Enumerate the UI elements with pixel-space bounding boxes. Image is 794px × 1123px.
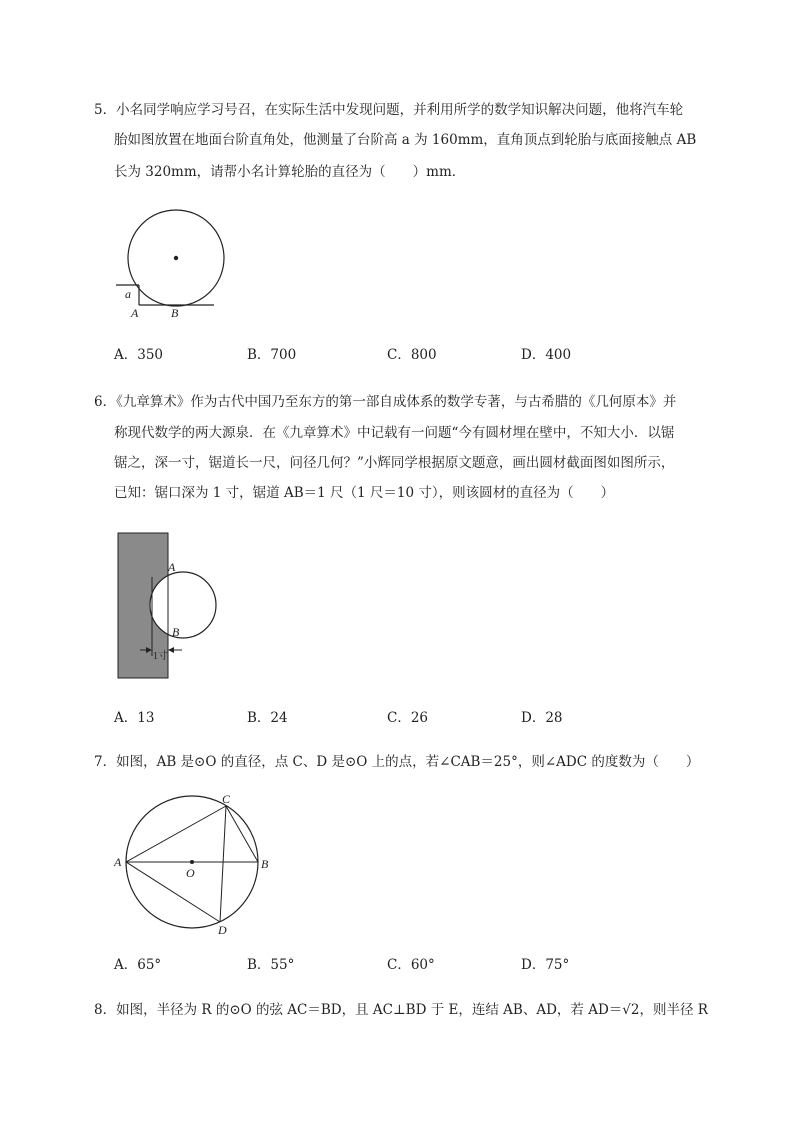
- q5-option-d[interactable]: D．400: [521, 347, 572, 363]
- q8-text-line-1: 8．如图，半径为 R 的⊙O 的弦 AC＝BD，且 AC⊥BD 于 E，连结 AB、AD，若 AD＝√2，则半径 R: [94, 1002, 708, 1018]
- q6-option-d[interactable]: D．28: [521, 710, 563, 726]
- q6-option-b[interactable]: B．24: [247, 710, 288, 726]
- q5-text-line-3: 长为 320mm，请帮小名计算轮胎的直径为（ ）mm．: [114, 164, 466, 180]
- q6-text-line-3: 锯之，深一寸，锯道长一尺，问径几何？”小辉同学根据原文题意，画出圆材截面图如图所示，: [114, 455, 675, 471]
- segment-AC: [126, 806, 226, 862]
- label-1cun: 1寸: [153, 651, 168, 662]
- q5-text-line-2: 胎如图放置在地面台阶直角处，他测量了台阶高 a 为 160mm，直角顶点到轮胎与底面接触点 AB: [114, 132, 697, 148]
- label-C: C: [222, 792, 231, 806]
- q5-option-b[interactable]: B．700: [247, 347, 297, 363]
- segment-CD: [220, 806, 226, 922]
- label-a: a: [125, 287, 131, 301]
- q6-text-line-1: 6．《九章算术》作为古代中国乃至东方的第一部自成体系的数学专著，与古希腊的《几何原本》并: [94, 394, 677, 410]
- segment-AD: [126, 862, 220, 922]
- q7-option-a[interactable]: A．65°: [114, 957, 162, 973]
- label-D: D: [218, 923, 227, 937]
- label-A: A: [114, 855, 122, 869]
- q5-option-a[interactable]: A．350: [114, 347, 164, 363]
- label-A: A: [131, 306, 139, 320]
- q6-option-a[interactable]: A．13: [114, 710, 155, 726]
- q7-option-b[interactable]: B．55°: [247, 957, 295, 973]
- label-B: B: [261, 857, 269, 871]
- q5-text-line-1: 5．小名同学响应学习号召，在实际生活中发现问题，并利用所学的数学知识解决问题，他将汽车轮: [94, 102, 684, 118]
- label-O: O: [186, 866, 195, 880]
- q7-option-d[interactable]: D．75°: [521, 957, 570, 973]
- label-B: B: [171, 306, 179, 320]
- q7-option-c[interactable]: C．60°: [387, 957, 435, 973]
- segment-CB: [226, 806, 258, 862]
- label-A: A: [168, 560, 176, 574]
- q6-text-line-2: 称现代数学的两大源泉．在《九章算术》中记载有一问题“今有圆材埋在壁中，不知大小．以锯: [114, 425, 675, 441]
- q5-option-c[interactable]: C．800: [387, 347, 437, 363]
- label-B: B: [172, 625, 180, 639]
- q6-option-c[interactable]: C．26: [387, 710, 429, 726]
- center-dot-O: [190, 860, 194, 864]
- q6-text-line-4: 已知：锯口深为 1 寸，锯道 AB＝1 尺（1 尺＝10 寸），则该圆材的直径为（ ）: [114, 485, 615, 501]
- q7-text-line-1: 7．如图，AB 是⊙O 的直径，点 C、D 是⊙O 上的点，若∠CAB＝25°，则∠ADC 的度数为（ ）: [94, 754, 700, 770]
